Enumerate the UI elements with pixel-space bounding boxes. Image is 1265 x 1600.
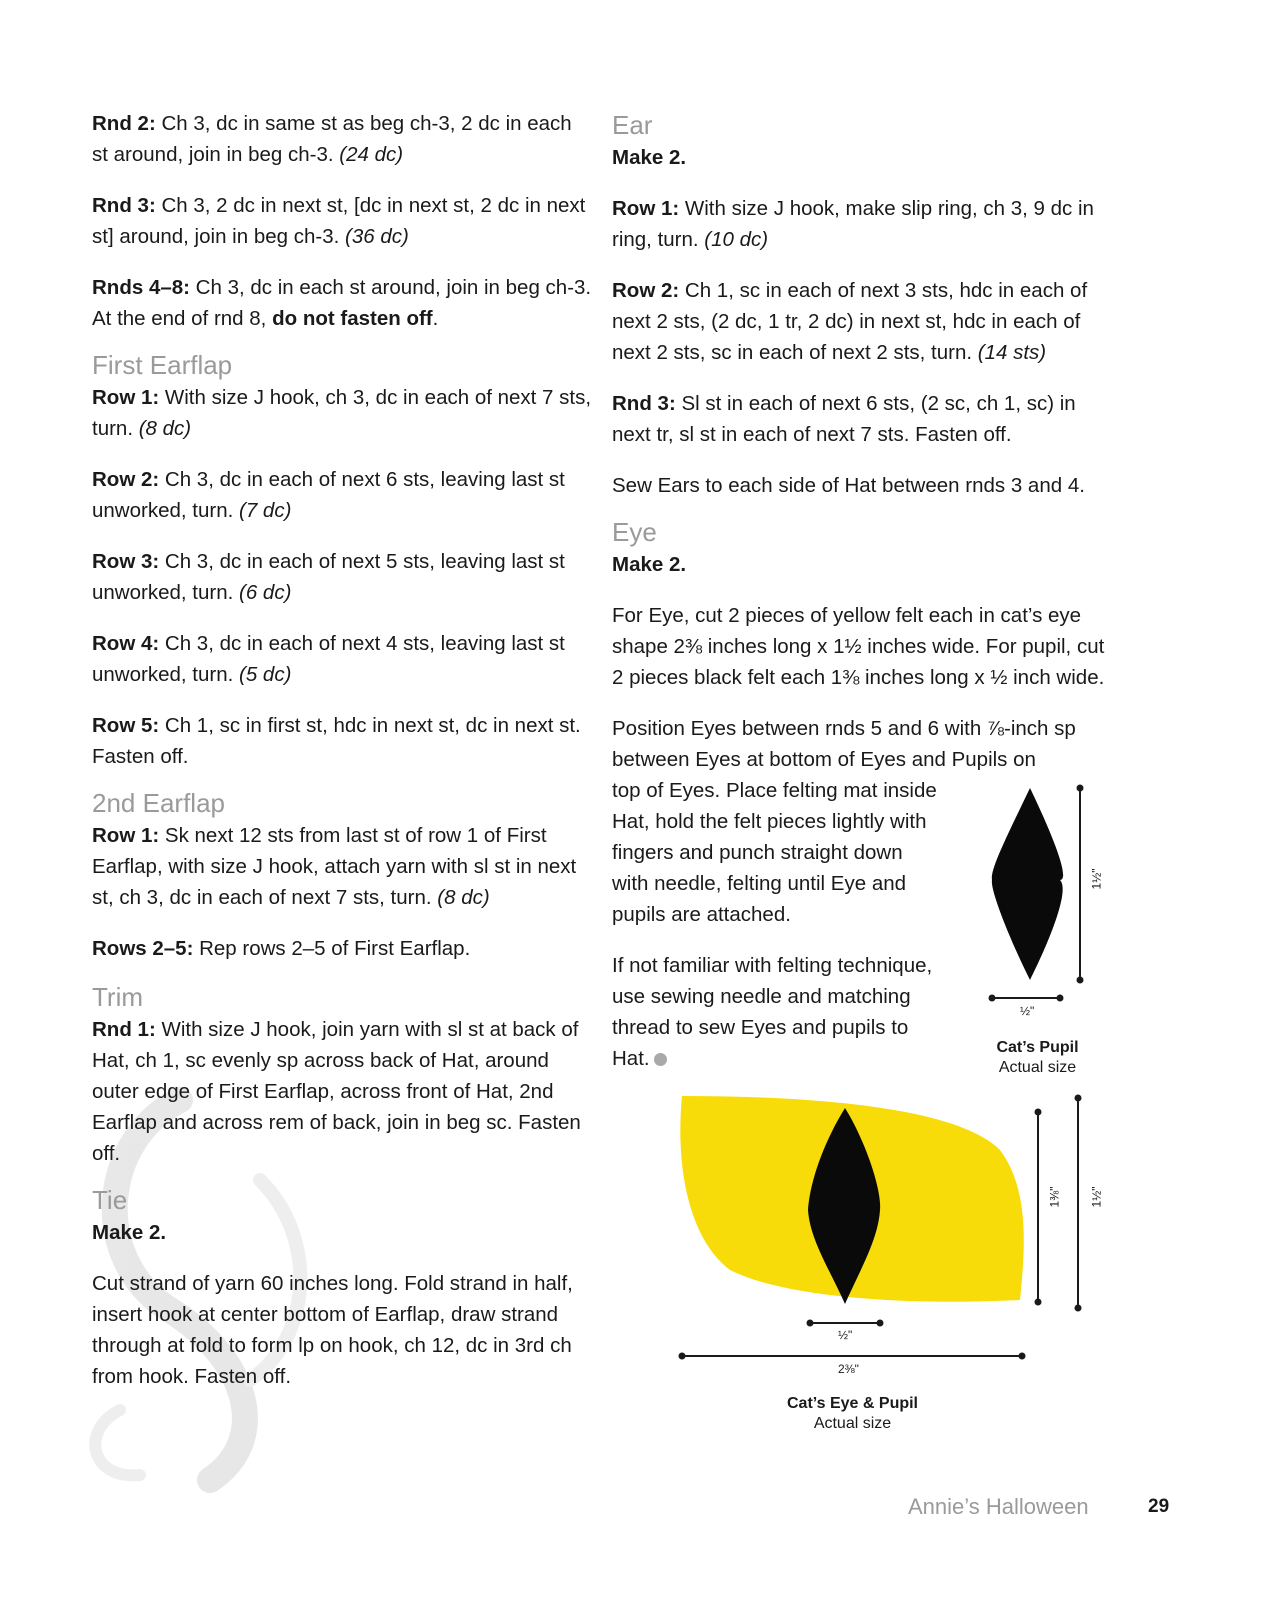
first-earflap-row-2: Row 2: Ch 3, dc in each of next 6 sts, leaving last st unworked, turn. (7 dc) [92, 468, 565, 522]
pupil-width-label: ½" [1020, 1004, 1035, 1018]
pupil-height-label: 1½" [1089, 868, 1104, 890]
ear-row-1: Row 1: With size J hook, make slip ring, ch 3, 9 dc in ring, turn. (10 dc) [612, 197, 1094, 251]
cats-eye-caption-subtitle: Actual size [813, 1415, 892, 1432]
page-number: 29 [1148, 1496, 1170, 1517]
eye-pupil-height-label: 1⅜" [1047, 1186, 1062, 1208]
ear-heading: Ear [612, 110, 653, 140]
eye-pupil-width-label: ½" [838, 1328, 853, 1342]
eye-position-instruction-b: top of Eyes. Place felting mat inside Hat, hold the felt pieces lightly with fingers and punch straight down with needle, felting until Eye and pupils are attached. [612, 779, 937, 926]
eye-alternative-instruction: If not familiar with felting technique, use sewing needle and matching thread to sew Eyes and pupils to Hat. [612, 954, 933, 1070]
left-column [92, 108, 592, 1412]
eye-pupil-width-dim-end-right [877, 1320, 884, 1327]
cats-pupil-figure [980, 780, 1100, 1020]
rnds-4-8-instruction: Rnds 4–8: Ch 3, dc in each st around, join in beg ch-3. At the end of rnd 8, do not fasten off. [92, 276, 592, 330]
cats-eye-caption [760, 1394, 945, 1434]
first-earflap-heading: First Earflap [92, 350, 233, 380]
rnd-2-instruction: Rnd 2: Ch 3, dc in same st as beg ch-3, 2 dc in each st around, join in beg ch-3. (24 dc) [92, 112, 572, 166]
rnd-3-instruction: Rnd 3: Ch 3, 2 dc in next st, [dc in next st, 2 dc in next st] around, join in beg ch-3. (36 dc) [92, 194, 586, 248]
pupil-width-dim-end-right [1057, 995, 1064, 1002]
cats-pupil-caption-subtitle: Actual size [998, 1059, 1077, 1076]
eye-height-dim-end-bottom [1075, 1305, 1082, 1312]
eye-make-count: Make 2. [612, 553, 687, 576]
eye-pupil-width-dim-end-left [807, 1320, 814, 1327]
eye-height-label: 1½" [1089, 1186, 1104, 1208]
footer-book-title: Annie’s Halloween [908, 1494, 1089, 1519]
end-of-pattern-dot-icon [654, 1053, 667, 1066]
tie-heading: Tie [92, 1185, 128, 1215]
first-earflap-row-5: Row 5: Ch 1, sc in first st, hdc in next st, dc in next st. Fasten off. [92, 714, 581, 768]
trim-rnd-1: Rnd 1: With size J hook, join yarn with sl st at back of Hat, ch 1, sc evenly sp across back of Hat, around outer edge of First Earflap, across front of Hat, 2nd Earflap and across rem of back, join in beg sc. Fasten off. [92, 1018, 581, 1165]
first-earflap-row-3: Row 3: Ch 3, dc in each of next 5 sts, leaving last st unworked, turn. (6 dc) [92, 550, 565, 604]
pupil-shape [992, 788, 1063, 980]
second-earflap-heading: 2nd Earflap [92, 788, 225, 818]
ear-sew-instruction: Sew Ears to each side of Hat between rnds 3 and 4. [612, 474, 1085, 497]
ear-make-count: Make 2. [612, 146, 687, 169]
eye-position-instruction-a: Position Eyes between rnds 5 and 6 with ⅞-inch sp between Eyes at bottom of Eyes and Pupils on [612, 717, 1076, 771]
pupil-height-dim-end-bottom [1077, 977, 1084, 984]
cats-pupil-caption-title: Cat’s Pupil [996, 1039, 1079, 1056]
second-earflap-rows-2-5: Rows 2–5: Rep rows 2–5 of First Earflap. [92, 937, 471, 960]
tie-make-count: Make 2. [92, 1221, 167, 1244]
cats-eye-caption-title: Cat’s Eye & Pupil [787, 1395, 918, 1412]
pupil-width-dim-end-left [989, 995, 996, 1002]
eye-cut-instruction: For Eye, cut 2 pieces of yellow felt each in cat’s eye shape 2⅜ inches long x 1½ inches wide. For pupil, cut 2 pieces black felt each 1⅜ inches long x ½ inch wide. [612, 604, 1105, 689]
cats-eye-figure [670, 1090, 1110, 1390]
first-earflap-row-4: Row 4: Ch 3, dc in each of next 4 sts, leaving last st unworked, turn. (5 dc) [92, 632, 565, 686]
eye-height-dim-end-top [1075, 1095, 1082, 1102]
second-earflap-row-1: Row 1: Sk next 12 sts from last st of row 1 of First Earflap, with size J hook, attach yarn with sl st in next st, ch 3, dc in each of next 7 sts, turn. (8 dc) [92, 824, 577, 909]
pupil-height-dim-end-top [1077, 785, 1084, 792]
eye-width-label: 2⅜" [838, 1362, 859, 1376]
eye-width-dim-end-right [1019, 1353, 1026, 1360]
trim-heading: Trim [92, 982, 144, 1012]
ear-row-2: Row 2: Ch 1, sc in each of next 3 sts, hdc in each of next 2 sts, (2 dc, 1 tr, 2 dc) in next st, hdc in each of next 2 sts, sc in each of next 2 sts, turn. (14 sts) [612, 279, 1088, 364]
eye-pupil-height-dim-end-bottom [1035, 1299, 1042, 1306]
tie-instruction: Cut strand of yarn 60 inches long. Fold strand in half, insert hook at center bottom of Earflap, draw strand through at fold to form lp on hook, ch 12, dc in 3rd ch from hook. Fasten off. [92, 1272, 573, 1388]
first-earflap-row-1: Row 1: With size J hook, ch 3, dc in each of next 7 sts, turn. (8 dc) [92, 386, 592, 440]
eye-pupil-height-dim-end-top [1035, 1109, 1042, 1116]
eye-width-dim-end-left [679, 1353, 686, 1360]
eye-heading: Eye [612, 517, 657, 547]
ear-rnd-3: Rnd 3: Sl st in each of next 6 sts, (2 sc, ch 1, sc) in next tr, sl st in each of next 7 sts. Fasten off. [612, 392, 1076, 446]
cats-pupil-caption [980, 1038, 1095, 1078]
